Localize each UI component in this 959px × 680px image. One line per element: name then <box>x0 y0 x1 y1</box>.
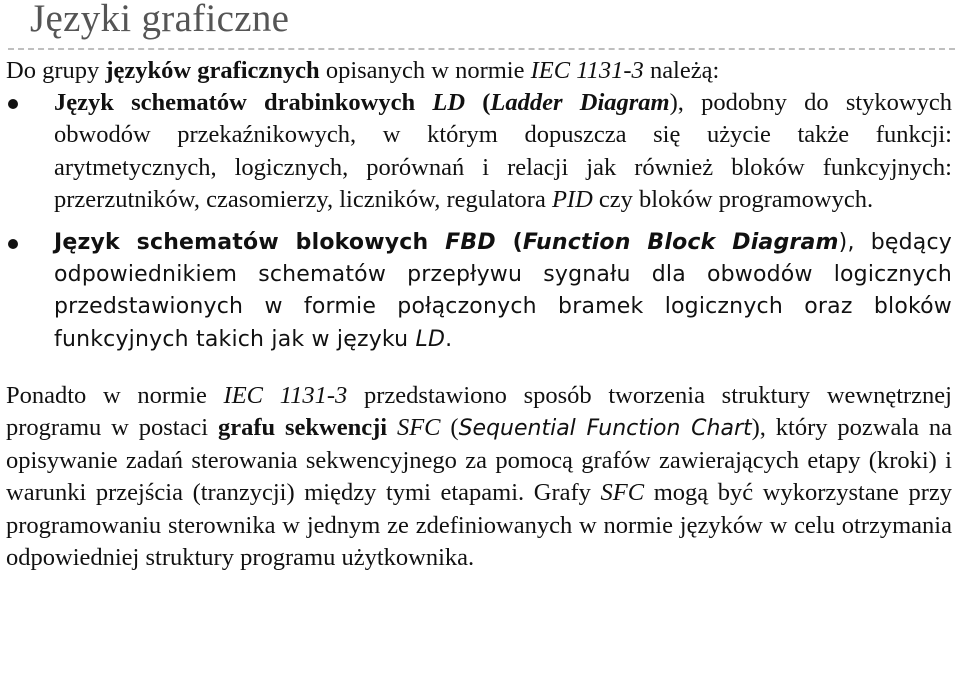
para-bold: grafu sekwencji <box>217 414 388 442</box>
ld-pid: PID <box>551 185 593 213</box>
para-norm: IEC 1131-3 <box>223 381 348 409</box>
fbd-end: . <box>445 326 453 352</box>
fbd-name: Function Block Diagram <box>522 230 839 256</box>
fbd-text: ), będący odpowiednikiem schematów przepływu sygnału dla obwodów logicznych przedstawionych w formie połączonych bramek logicznych oraz bloków funkcyjnych takich jak w języku <box>54 230 952 352</box>
intro-bold: języków graficznych <box>105 57 320 84</box>
ld-text: ), podobny do stykowych obwodów przekaźnikowych, w którym dopuszcza się użycie także funkcji: arytmetycznych, logicznych, porównań i relacji jak również bloków funkcyjnych: przerzutników, czasomierzy, liczników, regulatora <box>54 89 952 213</box>
fbd-bold: Język schematów blokowych <box>54 230 446 256</box>
para-text-4: ), który pozwala na opisywanie zadań sterowania sekwencyjnego za pomocą grafów zawierających etapy (kroki) i warunki przejścia (tranzycji) między tymi etapami. Grafy <box>6 414 952 507</box>
fbd-abbrev: FBD <box>445 230 496 256</box>
page-title: Języki graficzne <box>30 0 290 40</box>
intro-text-2: opisanych w normie <box>319 57 531 84</box>
para-text-2: przedstawiono sposób tworzenia struktury wewnętrznej programu w postaci <box>6 381 952 442</box>
para-space <box>387 414 397 441</box>
para-text-1: Ponadto w normie <box>6 381 224 409</box>
ld-name: Ladder Diagram <box>490 89 670 117</box>
para-text-3: ( <box>440 414 459 442</box>
intro-text-3: należą: <box>643 57 720 84</box>
para-sfc: SFC <box>396 414 441 442</box>
fbd-ld: LD <box>415 326 446 352</box>
sfc-paragraph <box>6 380 952 574</box>
intro-text-1: Do grupy <box>6 57 106 84</box>
bullet-icon <box>8 99 18 109</box>
ld-abbrev: LD <box>432 89 466 117</box>
language-list <box>6 87 952 356</box>
slide-content <box>6 55 952 574</box>
intro-line <box>6 55 952 87</box>
title-divider <box>8 48 955 50</box>
ld-open: ( <box>465 89 491 117</box>
bullet-icon <box>8 239 18 249</box>
para-text-5: mogą być wykorzystane przy programowaniu sterownika w jednym ze zdefiniowanych w normie języków w celu otrzymania odpowiedniej struktury programu użytkownika. <box>6 479 952 571</box>
list-item-ld <box>6 87 952 216</box>
fbd-open: ( <box>495 230 523 256</box>
para-sfc-name: Sequential Function Chart <box>458 416 752 442</box>
ld-bold: Język schematów drabinkowych <box>54 89 433 117</box>
intro-norm: IEC 1131-3 <box>530 57 644 84</box>
list-item-fbd <box>6 227 952 356</box>
para-sfc-2: SFC <box>600 479 645 507</box>
ld-text-2: czy bloków programowych. <box>592 185 874 213</box>
